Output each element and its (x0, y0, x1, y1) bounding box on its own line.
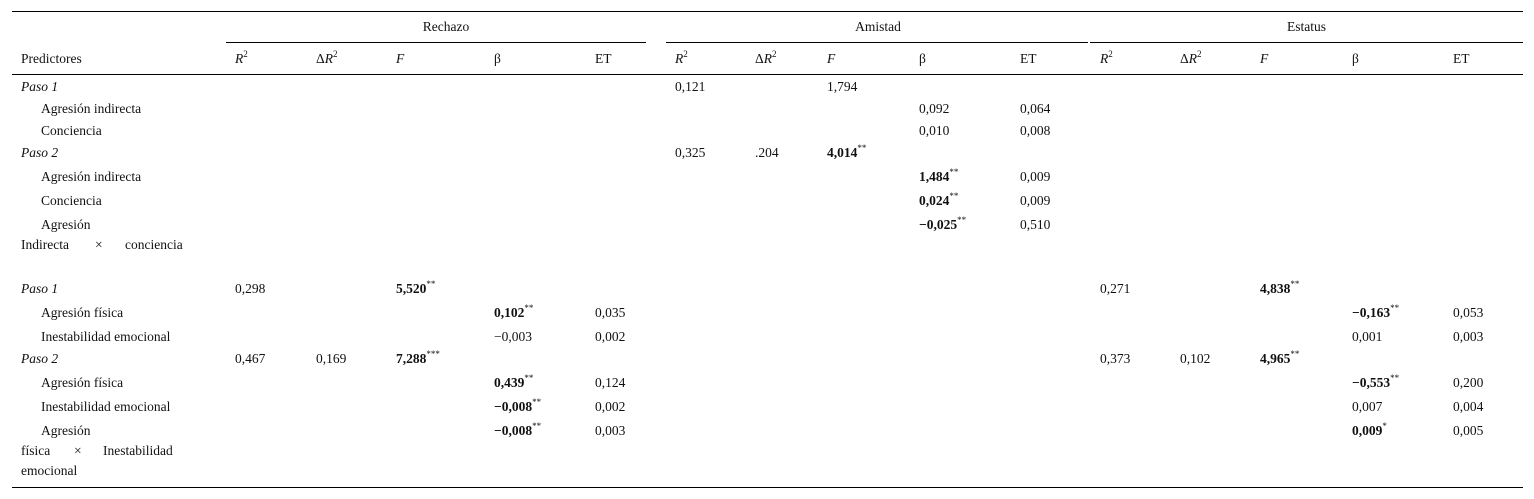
row-label-interaction-line2: física (21, 443, 51, 458)
group-rule-amistad (666, 42, 1088, 43)
cell-estatus-beta: −0,163** (1352, 303, 1400, 320)
row-label-predictor: Conciencia (41, 193, 102, 208)
cell-rechazo-beta: 0,102** (494, 303, 534, 320)
col-r2-amistad: $R^2$ (675, 49, 688, 66)
group-rule-rechazo (226, 42, 646, 43)
cell-rechazo-et: 0,002 (595, 329, 626, 344)
cell-amistad-beta: 0,092 (919, 101, 950, 116)
col-beta-estatus: β (1352, 51, 1359, 66)
group-header-rechazo: Rechazo (422, 19, 470, 34)
row-label-interaction-times: × (95, 237, 103, 252)
cell-rechazo-et: 0,124 (595, 375, 626, 390)
col-r2-rechazo: $R^2$ (235, 49, 248, 66)
cell-estatus-et: 0,004 (1453, 399, 1484, 414)
cell-rechazo-f: 7,288*** (396, 349, 440, 366)
group-header-estatus: Estatus (1287, 19, 1326, 34)
cell-amistad-et: 0,009 (1020, 169, 1051, 184)
col-f-estatus: F (1260, 51, 1269, 66)
row-label-predictor: Agresión física (41, 375, 124, 390)
cell-rechazo-et: 0,002 (595, 399, 626, 414)
row-label-interaction: Agresión (41, 423, 91, 438)
cell-amistad-beta: 0,024** (919, 191, 959, 208)
col-f-rechazo: F (396, 51, 405, 66)
cell-estatus-et: 0,003 (1453, 329, 1484, 344)
col-dr2-estatus: $\Delta R^2$ (1180, 49, 1202, 66)
col-beta-amistad: β (919, 51, 926, 66)
col-beta-rechazo: β (494, 51, 501, 66)
col-r2-estatus: $R^2$ (1100, 49, 1113, 66)
cell-rechazo-f: 5,520** (396, 279, 436, 296)
cell-rechazo-beta: −0,008** (494, 421, 542, 438)
cell-amistad-et: 0,008 (1020, 123, 1051, 138)
cell-estatus-beta: 0,007 (1352, 399, 1383, 414)
row-label-interaction-times: × (74, 443, 82, 458)
cell-rechazo-beta: 0,439** (494, 373, 534, 390)
cell-rechazo-et: 0,003 (595, 423, 626, 438)
cell-rechazo-et: 0,035 (595, 305, 626, 320)
cell-amistad-beta: 1,484** (919, 167, 959, 184)
cell-estatus-f: 4,838** (1260, 279, 1300, 296)
cell-rechazo-r2: 0,467 (235, 351, 266, 366)
cell-amistad-beta: 0,010 (919, 123, 950, 138)
cell-estatus-beta: 0,001 (1352, 329, 1383, 344)
row-label-interaction: Agresión (41, 217, 91, 232)
row-label-interaction-line2b: Inestabilidad (103, 443, 173, 458)
header-bottom-rule (12, 74, 1523, 75)
cell-estatus-beta: −0,553** (1352, 373, 1400, 390)
cell-estatus-et: 0,005 (1453, 423, 1484, 438)
cell-estatus-r2: 0,373 (1100, 351, 1131, 366)
row-label-interaction-line2: Indirecta (21, 237, 69, 252)
cell-rechazo-beta: −0,008** (494, 397, 542, 414)
row-label-predictor: Inestabilidad emocional (41, 399, 171, 414)
cell-amistad-f: 4,014** (827, 143, 867, 160)
cell-amistad-dr2: .204 (755, 145, 779, 160)
row-label-predictor: Agresión física (41, 305, 124, 320)
cell-estatus-f: 4,965** (1260, 349, 1300, 366)
cell-rechazo-r2: 0,298 (235, 281, 266, 296)
row-label-step: Paso 2 (21, 145, 59, 160)
cell-amistad-et: 0,064 (1020, 101, 1051, 116)
row-label-step: Paso 1 (21, 281, 59, 296)
group-header-amistad: Amistad (855, 19, 901, 34)
cell-amistad-beta: −0,025** (919, 215, 967, 232)
row-label-predictor: Agresión indirecta (41, 169, 142, 184)
group-rule-estatus (1090, 42, 1523, 43)
row-label-step: Paso 1 (21, 79, 59, 94)
cell-estatus-beta: 0,009* (1352, 421, 1387, 438)
bottom-rule (12, 487, 1523, 488)
cell-estatus-r2: 0,271 (1100, 281, 1131, 296)
predictors-header: Predictores (21, 51, 82, 66)
cell-estatus-et: 0,053 (1453, 305, 1484, 320)
cell-estatus-et: 0,200 (1453, 375, 1484, 390)
col-et-estatus: ET (1453, 51, 1470, 66)
cell-rechazo-beta: −0,003 (494, 329, 532, 344)
row-label-predictor: Inestabilidad emocional (41, 329, 171, 344)
row-label-predictor: Agresión indirecta (41, 101, 142, 116)
cell-amistad-r2: 0,325 (675, 145, 706, 160)
col-et-rechazo: ET (595, 51, 612, 66)
cell-amistad-et: 0,510 (1020, 217, 1051, 232)
top-rule (12, 11, 1523, 12)
col-dr2-amistad: $\Delta R^2$ (755, 49, 777, 66)
cell-rechazo-dr2: 0,169 (316, 351, 347, 366)
cell-amistad-et: 0,009 (1020, 193, 1051, 208)
col-f-amistad: F (827, 51, 836, 66)
row-label-step: Paso 2 (21, 351, 59, 366)
col-dr2-rechazo: $\Delta R^2$ (316, 49, 338, 66)
cell-amistad-f: 1,794 (827, 79, 858, 94)
cell-estatus-dr2: 0,102 (1180, 351, 1211, 366)
row-label-interaction-line2b: conciencia (125, 237, 183, 252)
row-label-predictor: Conciencia (41, 123, 102, 138)
cell-amistad-r2: 0,121 (675, 79, 706, 94)
row-label-interaction-line3: emocional (21, 463, 78, 478)
col-et-amistad: ET (1020, 51, 1037, 66)
